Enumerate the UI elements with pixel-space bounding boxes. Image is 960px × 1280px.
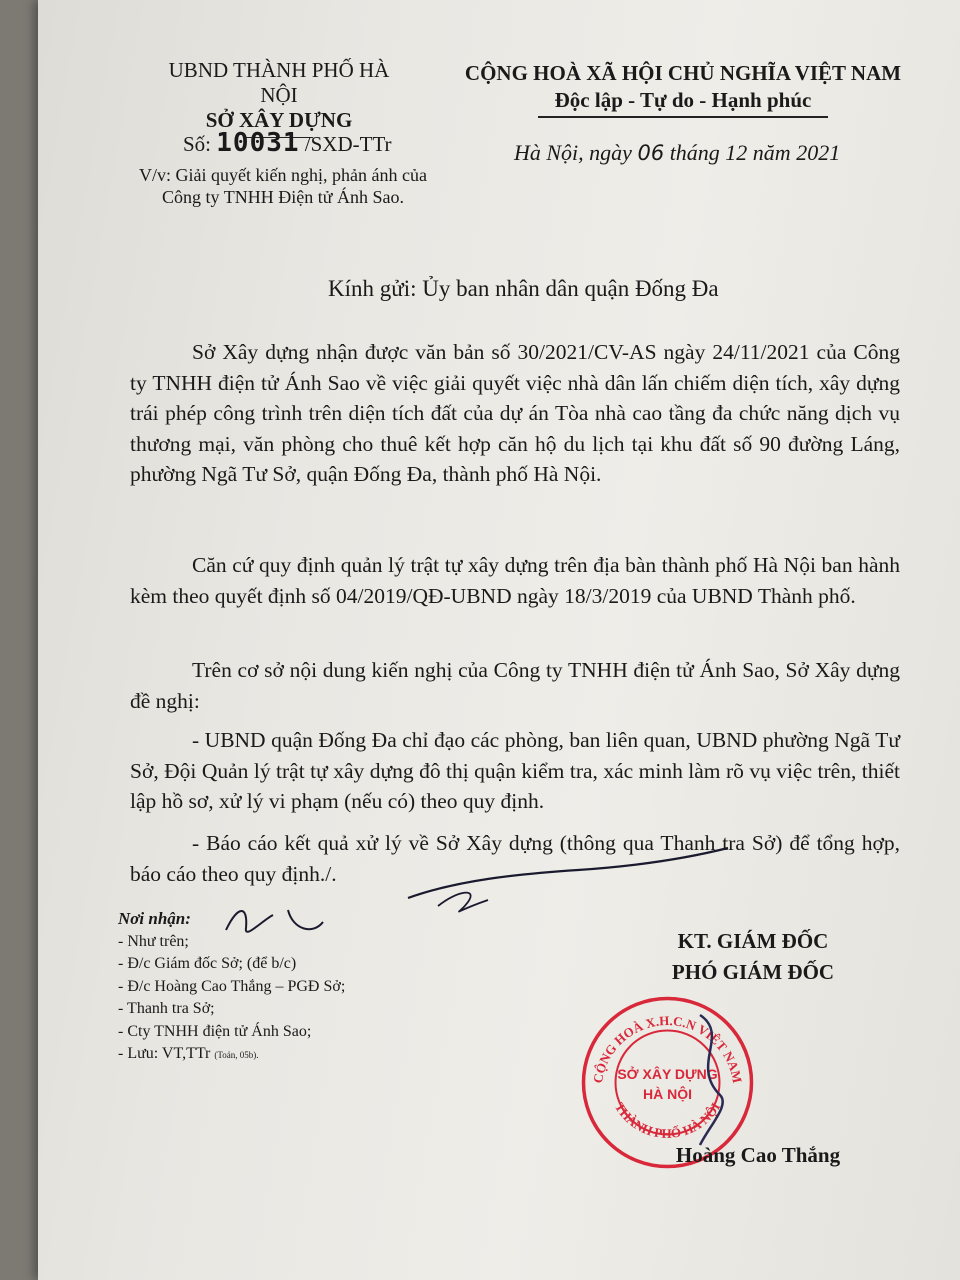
motto-underline (538, 116, 828, 118)
date-prefix: Hà Nội, ngày (514, 140, 632, 165)
svg-text:CỘNG HOÀ X.H.C.N VIỆT NAM: CỘNG HOÀ X.H.C.N VIỆT NAM (589, 1012, 746, 1085)
department-name: SỞ XÂY DỰNG (205, 108, 353, 132)
signature-block (593, 926, 913, 988)
paragraph-4: - UBND quận Đống Đa chỉ đạo các phòng, ban liên quan, UBND phường Ngã Tư Sở, Đội Quản lý trật tự xây dựng đô thị quận kiểm tra, xác minh làm rõ vụ việc trên, thiết lập hồ sơ, xử lý vi phạm (nếu có) theo quy định. (130, 728, 900, 813)
recipient-item: - Đ/c Hoàng Cao Thắng – PGĐ Sở; (118, 977, 346, 995)
issuing-agency-header (164, 58, 394, 138)
document-page (38, 0, 960, 1280)
recipient-item: - Cty TNHH điện tử Ánh Sao; (118, 1022, 312, 1040)
doc-number-label: Số: (183, 132, 212, 156)
paragraph-1: Sở Xây dựng nhận được văn bản số 30/2021/CV-AS ngày 24/11/2021 của Công ty TNHH điện tử Ánh Sao về việc giải quyết việc nhà dân lấn chiếm diện tích, xây dựng trái phép công trình trên diện tích đất của dự án Tòa nhà cao tầng đa chức năng dịch vụ thương mại, văn phòng cho thuê kết hợp căn hộ du lịch tại khu đất số 90 đường Láng, phường Ngã Tư Sở, quận Đống Đa, thành phố Hà Nội. (130, 340, 900, 486)
storage-note: (Toản, 05b). (214, 1050, 259, 1060)
recipient-item: - Đ/c Giám đốc Sở; (để b/c) (118, 955, 297, 972)
doc-number-value: 10031 (216, 128, 300, 158)
doc-number-suffix: /SXD-TTr (304, 132, 392, 156)
recipient-item: - Như trên; (118, 932, 189, 950)
paragraph-2: Căn cứ quy định quản lý trật tự xây dựng trên địa bàn thành phố Hà Nội ban hành kèm theo quyết định số 04/2019/QĐ-UBND ngày 18/3/2019 của UBND Thành phố. (130, 553, 900, 608)
date-day: 06 (637, 141, 665, 165)
document-date (514, 140, 840, 166)
signer-name: Hoàng Cao Thắng (675, 1143, 841, 1167)
document-subject: V/v: Giải quyết kiến nghị, phản ánh của Công ty TNHH Điện tử Ánh Sao. (139, 165, 427, 207)
recipient-line: Kính gửi: Ủy ban nhân dân quận Đống Đa (328, 276, 719, 301)
paragraph-3: Trên cơ sở nội dung kiến nghị của Công ty TNHH điện tử Ánh Sao, Sở Xây dựng đề nghị: (130, 658, 900, 713)
national-header (458, 60, 908, 118)
document-number (183, 128, 392, 158)
storage-label: - Lưu: VT,TTr (118, 1045, 211, 1062)
nation-name: CỘNG HOÀ XÃ HỘI CHỦ NGHĨA VIỆT NAM (464, 61, 902, 85)
agency-name: UBND THÀNH PHỐ HÀ NỘI (168, 58, 390, 107)
paragraph-5: - Báo cáo kết quả xử lý về Sở Xây dựng (thông qua Thanh tra Sở) để tổng hợp, báo cáo theo quy định./. (130, 831, 900, 886)
recipient-item: - Thanh tra Sở; (118, 1000, 215, 1017)
svg-text:SỞ XÂY DỰNG: SỞ XÂY DỰNG (617, 1066, 718, 1082)
national-motto: Độc lập - Tự do - Hạnh phúc (554, 88, 812, 112)
signer-title-2: PHÓ GIÁM ĐỐC (671, 960, 835, 984)
recipient-item-storage (118, 1043, 345, 1067)
recipients-list (118, 908, 345, 1067)
svg-text:HÀ NỘI: HÀ NỘI (643, 1086, 692, 1102)
date-rest: tháng 12 năm 2021 (669, 140, 841, 165)
svg-text:THÀNH PHỐ HÀ NỘI: THÀNH PHỐ HÀ NỘI (611, 1099, 724, 1141)
recipients-heading: Nơi nhận: (118, 909, 191, 928)
signer-title-1: KT. GIÁM ĐỐC (677, 929, 829, 953)
